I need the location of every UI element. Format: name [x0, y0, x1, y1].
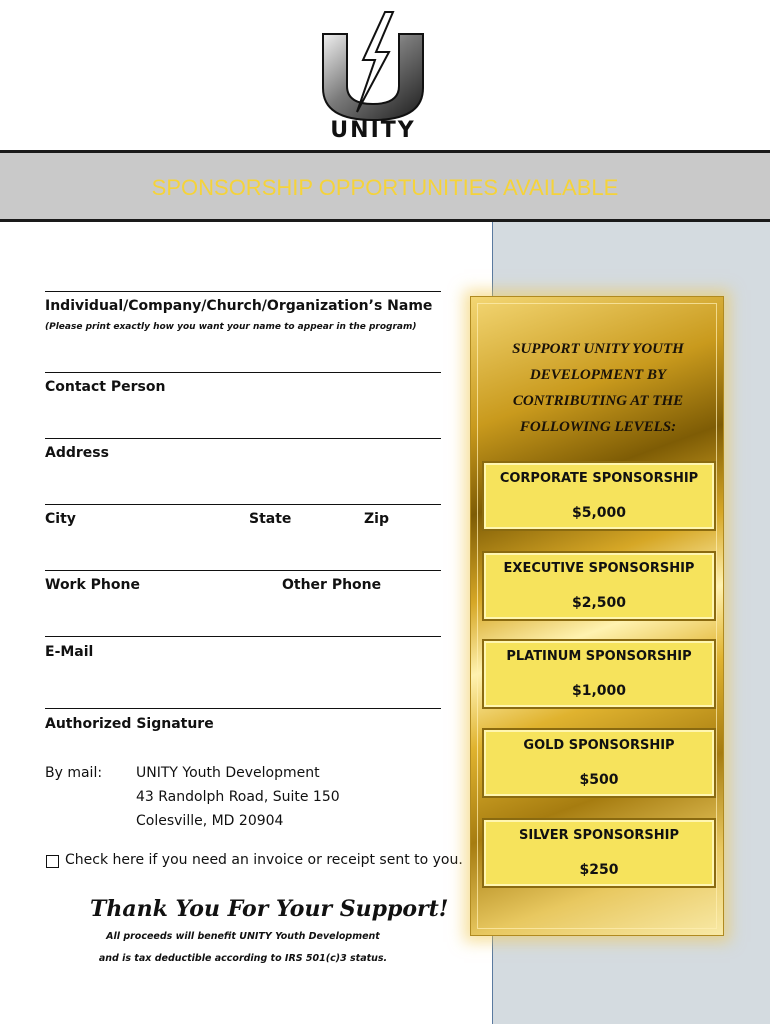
panel-heading-line-1: SUPPORT UNITY YOUTH	[512, 341, 684, 357]
logo-wordmark: UNITY	[330, 118, 416, 143]
tier-name: GOLD SPONSORSHIP	[523, 738, 675, 753]
tier-name: EXECUTIVE SPONSORSHIP	[503, 561, 695, 576]
name-note: (Please print exactly how you want your name to appear in the program)	[45, 322, 417, 332]
state-label: State	[249, 511, 292, 527]
tier-platinum	[482, 639, 716, 709]
title-banner	[0, 150, 770, 222]
panel-heading-line-4: FOLLOWING LEVELS:	[519, 419, 677, 435]
tier-amount: $500	[579, 772, 619, 788]
work-phone-label: Work Phone	[45, 577, 140, 593]
panel-heading-line-2: DEVELOPMENT BY	[529, 367, 667, 383]
mail-line-1: UNITY Youth Development	[136, 765, 320, 781]
tier-amount: $2,500	[571, 595, 627, 611]
zip-label: Zip	[364, 511, 389, 527]
contact-line[interactable]	[45, 372, 441, 373]
thank-you-message: Thank You For Your Support!	[90, 896, 449, 922]
mail-line-2: 43 Randolph Road, Suite 150	[136, 789, 340, 805]
tier-silver	[482, 818, 716, 888]
invoice-checkbox-label: Check here if you need an invoice or receipt sent to you.	[65, 852, 463, 868]
tier-gold	[482, 728, 716, 798]
email-label: E-Mail	[45, 644, 94, 660]
mail-line-3: Colesville, MD 20904	[136, 813, 284, 829]
contact-label: Contact Person	[45, 379, 166, 395]
tier-name: CORPORATE SPONSORSHIP	[499, 471, 699, 486]
tier-executive	[482, 551, 716, 621]
tier-corporate	[482, 461, 716, 531]
mail-label: By mail:	[45, 765, 103, 781]
banner-title: SPONSORSHIP OPPORTUNITIES AVAILABLE	[151, 175, 619, 200]
invoice-checkbox[interactable]	[46, 855, 59, 868]
other-phone-label: Other Phone	[282, 577, 382, 593]
address-label: Address	[45, 445, 109, 461]
address-line[interactable]	[45, 438, 441, 439]
signature-line[interactable]	[45, 708, 441, 709]
tier-amount: $1,000	[571, 683, 627, 699]
email-line[interactable]	[45, 636, 441, 637]
city-label: City	[45, 511, 76, 527]
footnote-line-2: and is tax deductible according to IRS 501(c)3 status.	[98, 953, 388, 964]
name-line[interactable]	[45, 291, 441, 292]
tier-name: SILVER SPONSORSHIP	[518, 828, 680, 843]
signature-label: Authorized Signature	[45, 716, 214, 732]
city-line[interactable]	[45, 504, 441, 505]
tier-amount: $250	[579, 862, 619, 878]
tier-amount: $5,000	[571, 505, 627, 521]
panel-heading-line-3: CONTRIBUTING AT THE	[512, 393, 684, 409]
panel-heading	[478, 336, 718, 440]
tier-name: PLATINUM SPONSORSHIP	[506, 649, 692, 664]
footnote-line-1: All proceeds will benefit UNITY Youth Development	[106, 931, 380, 942]
phone-line[interactable]	[45, 570, 441, 571]
name-label: Individual/Company/Church/Organization’s Name	[45, 298, 433, 314]
